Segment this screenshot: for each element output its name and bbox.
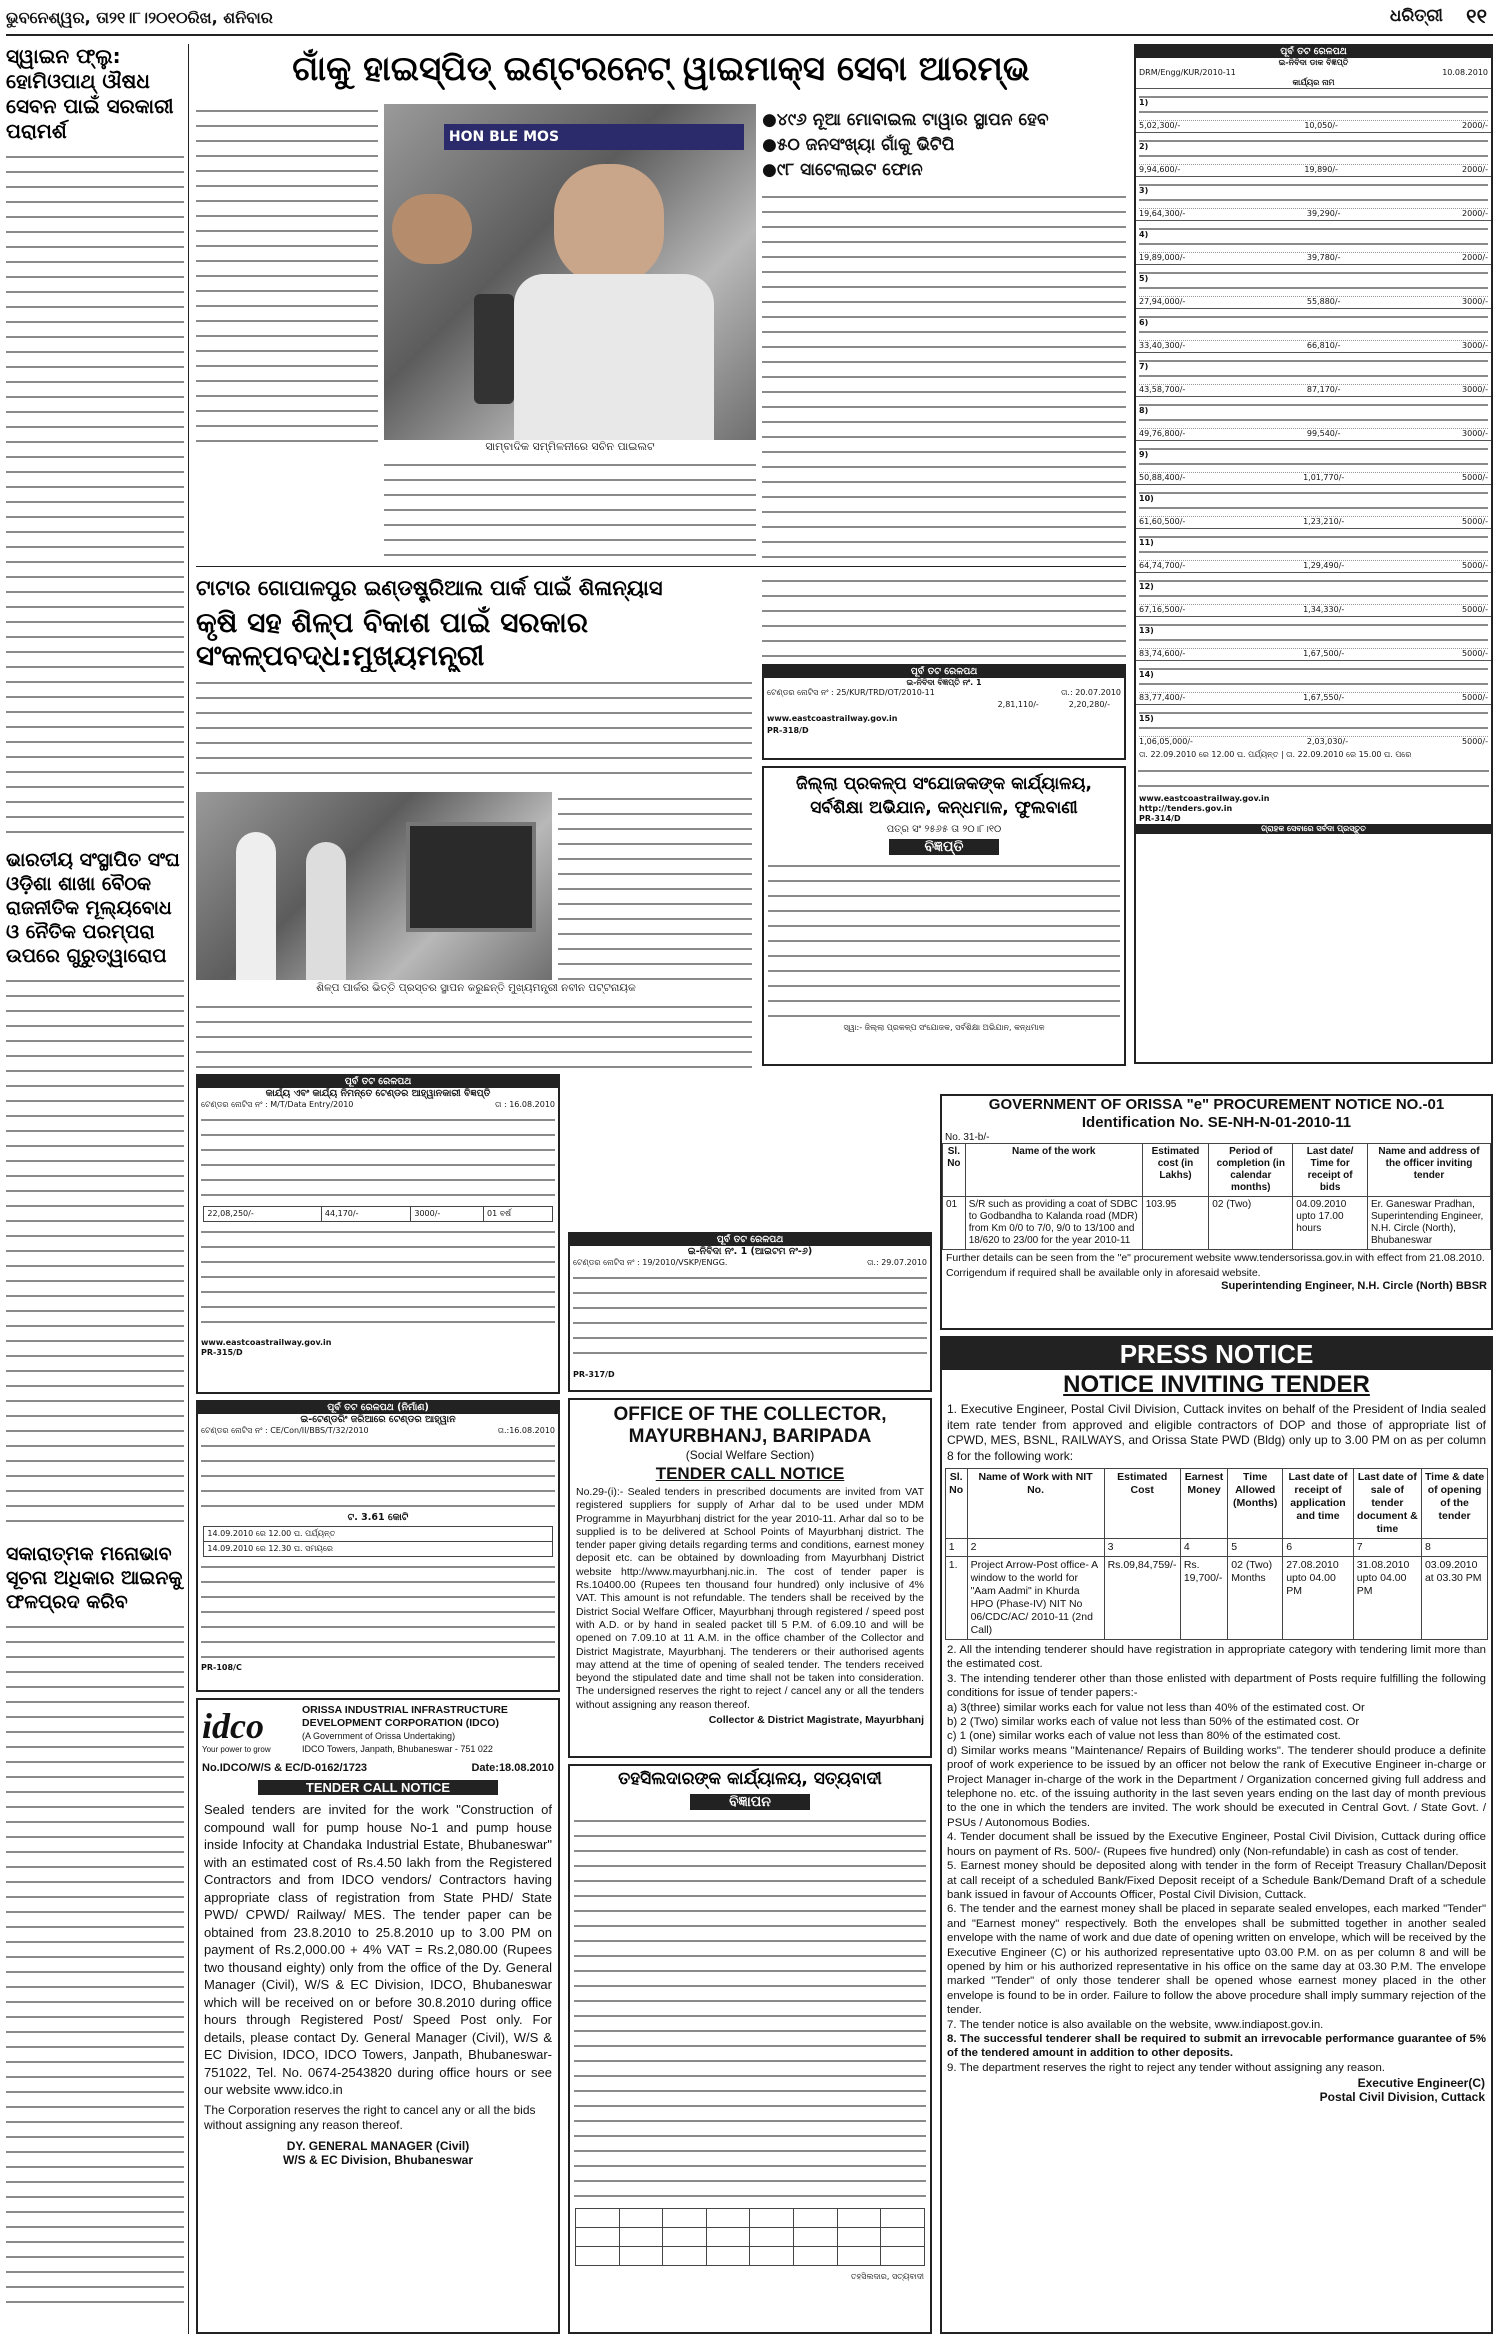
ecor-tender-row-desc [1139,486,1488,516]
press-col-8: Time & date of opening of the tender [1421,1469,1487,1539]
ecor-tender-row-fee: 2000/- [1462,209,1488,218]
ecor-tender-row-desc [1139,134,1488,164]
second-story-text-bottom [196,1000,752,1068]
ecor-tender-header: ପୂର୍ବ ତଟ ରେଳପଥ [1136,46,1491,58]
press-row-sale: 31.08.2010 upto 04.00 PM [1353,1557,1421,1640]
nh-row-work: S/R such as providing a coat of SDBC to Godbandha to Kalanda road (MDR) from Km 0/0 to 7/0, 9/0 to 13/100 and 18/620 to 23/00 for the year 2010-11 [965,1197,1142,1250]
ecor-mid-cost: 2,81,110/- [997,700,1039,709]
ecor-tender-row [1136,396,1491,440]
ecor-tender-row-emd: 87,170/- [1306,385,1341,394]
bullet-1: ●୪୯୬ ନୂଆ ମୋବାଇଲ ଟାୱାର ସ୍ଥାପନ ହେବ [762,110,1049,130]
collector-section: (Social Welfare Section) [685,1448,815,1462]
second-story-photo [196,792,552,980]
idco-footer: The Corporation reserves the right to cancel any or all the bids without assigning any reason thereof. [204,2102,536,2132]
ecor-mid-emd: 2,20,280/- [1068,700,1110,709]
press-pa: a) 3(three) similar works each for value not less than 40% of the estimated cost. Or [947,1701,1365,1714]
press-heading: NOTICE INVITING TENDER [1063,1371,1370,1398]
ecor-tender-row-fee: 5000/- [1462,605,1488,614]
ecor-tender-row-num: 9) [1139,450,1149,459]
district-notice-tag: ବିଜ୍ଞପ୍ତି [889,839,999,855]
ecor-tender-row-emd: 1,01,770/- [1303,473,1345,482]
ecor-tender-closing: ତା. 22.09.2010 ରେ 12.00 ଘ. ପର୍ଯ୍ୟନ୍ତ | ତା. 22.09.2010 ରେ 15.00 ଘ. ପରେ [1139,750,1412,759]
press-col-4: Earnest Money [1180,1469,1227,1539]
tahasil-sign: ତହସିଲଦାର, ସତ୍ୟବାଦୀ [850,2272,924,2281]
ecor-tender-row-fee: 5000/- [1462,737,1488,746]
idco-no: No.IDCO/W/S & EC/D-0162/1723 [202,1762,368,1774]
idco-addr1: (A Government of Orissa Undertaking) [302,1731,456,1741]
masthead-rule [6,34,1493,36]
press-p3: 3. The intending tenderer other than those enlisted with department of Posts require fulfilling the following conditions for issue of tender papers:- [947,1672,1486,1700]
press-num-3: 3 [1104,1539,1180,1557]
masthead [6,4,1493,34]
top-story-text-col1 [196,104,378,454]
ecor-mid2-pr: PR-317/D [573,1370,615,1379]
ecor-notice-construction [196,1400,560,1692]
ecor-tender-row-desc [1139,442,1488,472]
ecor-tender-web2[interactable]: http://tenders.gov.in [1139,804,1233,813]
ecor-notice-data-entry [196,1074,560,1394]
ecor-tender-row-num: 14) [1139,670,1154,679]
ecor-tender-row-emd: 2,03,030/- [1306,737,1349,746]
idco-tagline: Your power to grow [202,1744,271,1754]
idco-tender [196,1698,560,2334]
ecor-tender-row-fee: 3000/- [1462,429,1488,438]
ecor-tender-row-num: 7) [1139,362,1149,371]
ecor-mid2-date: ତା.: 29.07.2010 [867,1258,927,1267]
left-headline-1: ସ୍ୱାଇନ ଫ୍ଲୁ: ହୋମିଓପାଥ୍ ଔଷଧ ସେବନ ପାଇଁ ସରକାରୀ ପରାମର୍ଶ [6,44,174,143]
ecor-left2-fee: 3000/- [411,1207,484,1222]
press-num-2: 2 [967,1539,1104,1557]
ecor-tender-row-cost: 67,16,500/- [1139,605,1186,614]
ecor-tender-list [1134,44,1493,1064]
ecor-left3-cost: ଟ. 3.61 କୋଟି [347,1512,409,1523]
press-row-emd: Rs. 19,700/- [1180,1557,1227,1640]
column-rule [188,44,189,2334]
nh-sign: Superintending Engineer, N.H. Circle (North) BBSR [1221,1280,1487,1292]
ecor-tender-row-fee: 5000/- [1462,561,1488,570]
ecor-tender-row-cost: 1,06,05,000/- [1139,737,1193,746]
ecor-tender-row-num: 1) [1139,98,1149,107]
ecor-mid2-subhead: ଇ-ନିବିଦା ନଂ. 1 (ଆଇଟମ ନଂ-୬) [687,1246,813,1257]
ecor-tender-row [1136,484,1491,528]
ecor-mid-date: ତା.: 20.07.2010 [1061,688,1121,697]
second-story-text-side [558,792,752,980]
ecor-notice-mid [762,664,1126,760]
press-p6: 6. The tender and the earnest money shall be placed in separate sealed envelopes, each marked "Tender" and "Earnest money" respectively. Both the envelopes shall be submitted together in another sealed envelope with the name of work and due date of opening written on envelope, which will be received by the Executive Engineer (C) or his authorized representative upto 03.00 P.M. on as per column 8 and will be opened by him or his authorized representative in his office on the same day at 03.30 P.M. The envelope marked "Tender" of only those tenderer shall be opened whose earnest money placed in the other envelope is found to be in order. Failure to follow the above procedure shall imply summary rejection of the tender. [947,1903,1486,2017]
ecor-tender-row-num: 5) [1139,274,1149,283]
ecor-tender-row-num: 8) [1139,406,1149,415]
ecor-left2-period: 01 ବର୍ଷ [484,1207,553,1222]
ecor-mid2-notice: ଟେଣ୍ଡର ନୋଟିସ ନଂ : 19/2010/VSKP/ENGG. [573,1258,728,1267]
press-pd: d) Similar works means "Maintenance/ Repairs of Building works". The tenderer should produce a definite proof of work experience to be issued by an officer not below the rank of Executive Engineer in-charge or Project Manager in-charge of the work in the Department / Organization concerned giving full address and telephone no. etc. of the issuing authority in the last seven years ending on the last day of month previous to the one in which the tenders are invited. The work should be executed in Central Govt. / State Govt. / PSUs / Autonomous Bodies. [947,1744,1486,1829]
nh-row-cost: 103.95 [1142,1197,1209,1250]
press-col-6: Last date of receipt of application and time [1283,1469,1354,1539]
ecor-tender-row-fee: 2000/- [1462,253,1488,262]
press-p2: 2. All the intending tenderer should have registration in appropriate category with tendering limit more than the estimated cost. [947,1644,1486,1671]
ecor-tender-row-cost: 33,40,300/- [1139,341,1186,350]
top-story-text-col2 [762,190,1126,560]
press-num-1: 1 [945,1539,967,1557]
ecor-tender-row-cost: 64,74,700/- [1139,561,1186,570]
press-row-sl: 1. [945,1557,967,1640]
ecor-tender-row-emd: 1,23,210/- [1303,517,1345,526]
ecor-tender-row-desc [1139,574,1488,604]
press-pc: c) 1 (one) similar works each of value not less than 80% of the estimated cost. [947,1730,1341,1743]
press-table [945,1468,1489,1640]
ecor-tender-row-num: 12) [1139,582,1154,591]
ecor-tender-row-num: 13) [1139,626,1154,635]
ecor-tender-row-desc [1139,618,1488,648]
ecor-tender-row-desc [1139,222,1488,252]
left-article-2-text [6,974,184,1534]
ecor-tender-row-emd: 99,540/- [1306,429,1341,438]
top-story-photo: HON BLE MOS [384,104,756,440]
ecor-tender-subhead: ଇ-ନିବିଦା ଡାକ ବିଜ୍ଞପ୍ତି [1278,58,1349,67]
ecor-tender-row-num: 3) [1139,186,1149,195]
ecor-tender-row-cost: 9,94,600/- [1139,165,1181,174]
press-body [942,1642,1491,2076]
nh-row-officer: Er. Ganeswar Pradhan, Superintending Engineer, N.H. Circle (North), Bhubaneswar [1367,1197,1490,1250]
ecor-tender-row-fee: 2000/- [1462,121,1488,130]
ecor-tender-row-desc [1139,310,1488,340]
second-story-kicker: ଟାଟାର ଗୋପାଳପୁର ଇଣ୍ଡଷ୍ଟ୍ରିଆଲ ପାର୍କ ପାଇଁ ଶିଳାନ୍ୟାସ [196,576,663,600]
tahasil-tag: ବିଜ୍ଞାପନ [690,1794,810,1810]
nh-row-last: 04.09.2010 upto 17.00 hours [1293,1197,1368,1250]
nh-ref: No. 31-b/- [945,1132,990,1143]
ecor-left2-emd: 44,170/- [321,1207,410,1222]
press-p8: 8. The successful tenderer shall be required to submit an irrevocable performance guarantee of 5% of the tendered amount in addition to other deposits. [947,2032,1486,2060]
top-story-text-col2-cont [762,574,1126,660]
press-intro: 1. Executive Engineer, Postal Civil Division, Cuttack invites on behalf of the President of India sealed item rate tender from approved and eligible contractors of DOP and those of appropriate list of CPWD, MES, BSNL, RAILWAYS, and Orissa State PWD (Bldg) only up to 3.00 PM on as per column 8 for the following work: [947,1402,1486,1463]
ecor-tender-row-cost: 50,88,400/- [1139,473,1186,482]
ecor-tender-row-emd: 1,34,330/- [1303,605,1345,614]
ecor-tender-row-fee: 3000/- [1462,341,1488,350]
left-article-1-text [6,150,184,840]
nh-table [942,1143,1491,1250]
ecor-tender-row [1136,88,1491,132]
ecor-tender-row-cost: 19,89,000/- [1139,253,1186,262]
press-sign2: Postal Civil Division, Cuttack [1319,2090,1485,2105]
press-row-time: 02 (Two) Months [1228,1557,1283,1640]
tahasil-body [574,1814,926,2204]
press-p7: 7. The tender notice is also available on the website, www.indiapost.gov.in. [947,2018,1324,2031]
ecor-tender-row-fee: 2000/- [1462,165,1488,174]
ecor-mid2-body [573,1271,927,1367]
press-col-3: Estimated Cost [1104,1469,1180,1539]
ecor-mid-web[interactable]: www.eastcoastrailway.gov.in [767,714,898,723]
press-num-4: 4 [1180,1539,1227,1557]
ecor-tender-row-fee: 3000/- [1462,385,1488,394]
collector-body: No.29-(i):- Sealed tenders in prescribed documents are invited from VAT registered suppliers for supply of Arhar dal to be used under MDM Programme in Mayurbhanj district for the year 2010-11. Arhar dal so to be supplied is to be delivered at School Points of Mayurbhanj district. The tender paper giving details regarding terms and conditions, earnest money deposit etc. can be obtained by downloading from Mayurbhanj District website http://www.mayurbhanj.nic.in. The cost of tender paper is Rs.10400.00 (Rupees ten thousand four hundred) only inclusive of 4% VAT. This amount is not refundable. The tenders shall be received by the District Social Welfare Officer, Mayurbhanj through registered / speed post with A.D. or by hand in sealed packet till 5 P.M. of 6.09.10 and will be opened on 7.09.10 at 11 A.M. in the office chamber of the Collector and District Magistrate, Mayurbhanj. The tenderers or their authorised agents may attend at the time of opening of sealed tender. The tenders received beyond the stipulated date and time shall not be taken into consideration. The undersigned reserves the right to reject / cancel any or all the tenders without assigning any reason thereof. [576,1486,924,1711]
orissa-nh-notice [940,1094,1493,1330]
ecor-tender-row-desc [1139,706,1488,736]
idco-logo: idco [202,1705,264,1746]
press-p9: 9. The department reserves the right to reject any tender without assigning any reason. [947,2061,1385,2074]
ecor-tender-row-num: 15) [1139,714,1154,723]
press-num-5: 5 [1228,1539,1283,1557]
bullet-3: ●୯୮ ସାଟେଲାଇଟ ଫୋନ [762,160,923,180]
dateline: ଭୁବନେଶ୍ୱର, ତା୨୧।୮।୨୦୧୦ରିଖ, ଶନିବାର [6,8,273,27]
nh-col-5: Last date/ Time for receipt of bids [1293,1144,1368,1197]
ecor-tender-row-fee: 5000/- [1462,649,1488,658]
ecor-tender-row-fee: 5000/- [1462,693,1488,702]
press-title: PRESS NOTICE [942,1338,1491,1370]
ecor-left2-subhead: କାର୍ଯ୍ୟ ଏବଂ କାର୍ଯ୍ୟ ନିମନ୍ତେ ଟେଣ୍ଡର ଆହ୍ୱାନକାରୀ ବିଜ୍ଞପ୍ତି [265,1088,491,1099]
paper-name: ଧରିତ୍ରୀ [1389,6,1443,26]
ecor-mid-subhead: ଇ-ନିବିଦା ବିଜ୍ଞପ୍ତି ନଂ. 1 [906,678,982,687]
ecor-tender-row-fee: 3000/- [1462,297,1488,306]
idco-heading: TENDER CALL NOTICE [258,1780,498,1795]
ecor-left3-terms [201,1560,555,1660]
press-sign1: Executive Engineer(C) [1357,2076,1485,2091]
second-story-caption: ଶିଳ୍ପ ପାର୍କର ଭିତ୍ତି ପ୍ରସ୍ତର ସ୍ଥାପନ କରୁଛନ୍ତି ମୁଖ୍ୟମନ୍ତ୍ରୀ ନବୀନ ପଟ୍ଟନାୟକ [316,982,636,994]
ecor-left3-header: ପୂର୍ବ ତଟ ରେଳପଥ (ନିର୍ମାଣ) [198,1402,558,1414]
ecor-tender-row-emd: 66,810/- [1306,341,1341,350]
nh-col-3: Estimated cost (in Lakhs) [1142,1144,1209,1197]
tahasildar-notice [568,1764,932,2334]
left-column [6,44,184,2334]
idco-addr2: IDCO Towers, Janpath, Bhubaneswar - 751 022 [302,1744,493,1754]
ecor-left2-header: ପୂର୍ବ ତଟ ରେଳପଥ [198,1076,558,1088]
collector-title1: OFFICE OF THE COLLECTOR, [613,1404,887,1425]
collector-notice [568,1398,932,1758]
ecor-tender-row-cost: 19,64,300/- [1139,209,1186,218]
press-p4: 4. Tender document shall be issued by the Executive Engineer, Postal Civil Division, Cuttack during office hours on payment of Rs. 500/- (Rupees five hundred) only (Non-refundable) in cash as cost of tender. [947,1831,1486,1858]
ecor-tender-row [1136,616,1491,660]
top-story-caption: ସାମ୍ବାଦିକ ସମ୍ମିଳନୀରେ ସଚିନ ପାଇଲଟ [485,440,655,453]
ecor-tender-row [1136,572,1491,616]
idco-sign1: DY. GENERAL MANAGER (Civil) [286,2138,470,2153]
ecor-tender-row-emd: 1,67,550/- [1303,693,1345,702]
tahasil-title: ତହସିଲଦାରଙ୍କ କାର୍ଯ୍ୟାଳୟ, ସତ୍ୟବାଦୀ [618,1769,882,1789]
ecor-mid2-header: ପୂର୍ବ ତଟ ରେଳପଥ [570,1234,930,1246]
left-headline-3: ସକାରାତ୍ମକ ମନୋଭାବ ସୂଚନା ଅଧିକାର ଆଇନକୁ ଫଳପ୍ରଦ କରିବ [6,1543,183,1613]
ecor-tender-row-desc [1139,90,1488,120]
left-article-3-text [6,1620,184,2310]
idco-org2: DEVELOPMENT CORPORATION (IDCO) [302,1717,499,1729]
tahasil-table [575,2208,924,2266]
press-row-app: 27.08.2010 upto 04.00 PM [1283,1557,1354,1640]
idco-date: Date:18.08.2010 [471,1762,554,1774]
nh-row-period: 02 (Two) [1209,1197,1293,1250]
ecor-tender-row-emd: 55,880/- [1306,297,1341,306]
nh-col-4: Period of completion (in calendar months) [1209,1144,1293,1197]
ecor-tender-row-desc [1139,354,1488,384]
nh-title1: GOVERNMENT OF ORISSA "e" PROCUREMENT NOTICE NO.-01 [988,1096,1445,1113]
ecor-tender-row-cost: 83,74,600/- [1139,649,1186,658]
bullet-2: ●୫୦ ଜନସଂଖ୍ୟା ଗାଁକୁ ଭିଟିପି [762,135,955,155]
ecor-tender-footer: ଗ୍ରାହକ ସେବାରେ ସର୍ବଦା ପ୍ରସ୍ତୁତ [1136,824,1491,834]
nh-row-sl: 01 [943,1197,966,1250]
district-notice-sign: ସ୍ୱା:- ଜିଲ୍ଲା ପ୍ରକଳ୍ପ ସଂଯୋଜକ, ସର୍ବଶିକ୍ଷା ଅଭିଯାନ, କନ୍ଧମାଳ [843,1023,1045,1032]
ecor-left2-body [201,1113,555,1203]
ecor-tender-row-cost: 49,76,800/- [1139,429,1186,438]
collector-title2: MAYURBHANJ, BARIPADA [628,1426,872,1447]
idco-org1: ORISSA INDUSTRIAL INFRASTRUCTURE [302,1704,508,1716]
left-headline-2: ଭାରତୀୟ ସଂସ୍ଥାପିତ ସଂଘ ଓଡ଼ିଶା ଶାଖା ବୈଠକ ରାଜନୀତିକ ମୂଲ୍ୟବୋଧ ଓ ନୈତିକ ପରମ୍ପରା ଉପରେ ଗୁରୁତ୍ୱାରୋପ [6,849,180,967]
press-num-7: 7 [1353,1539,1421,1557]
ecor-tender-row-fee: 5000/- [1462,517,1488,526]
collector-heading: TENDER CALL NOTICE [655,1464,845,1483]
ecor-left2-table [203,1206,552,1222]
nh-note2: Further details can be seen from the "e" procurement website www.tendersorissa.gov.in with effect from 21.08.2010. [946,1252,1485,1264]
ecor-left3-d1: 14.09.2010 ରେ 12.00 ଘ. ପର୍ଯ୍ୟନ୍ତ [204,1527,552,1542]
top-story-text-col3 [384,458,756,560]
ecor-left3-body [201,1439,555,1509]
ecor-tender-row-emd: 39,780/- [1306,253,1341,262]
ecor-tender-row-num: 4) [1139,230,1149,239]
ecor-tender-notes [1138,764,1489,792]
ecor-left3-date: ତା.:16.08.2010 [497,1426,555,1435]
ecor-tender-row-cost: 43,58,700/- [1139,385,1186,394]
ecor-notice-vskp [568,1232,932,1392]
ecor-mid-header: ପୂର୍ବ ତଟ ରେଳପଥ [764,666,1124,678]
top-story-headline: ଗାଁକୁ ହାଇସ୍ପିଡ୍ ଇଣ୍ଟରନେଟ୍ ୱାଇମାକ୍ସ ସେବା ଆରମ୍ଭ [292,49,1030,89]
nh-col-1: Sl. No [943,1144,966,1197]
ecor-tender-notice: DRM/Engg/KUR/2010-11 [1139,68,1236,77]
idco-sign2: W/S & EC Division, Bhubaneswar [282,2152,474,2167]
ecor-tender-row-desc [1139,662,1488,692]
press-row-work: Project Arrow-Post office- A window to the world for "Aam Aadmi" in Khurda HPO (Phase-IV) NIT No 06/CDC/AC/ 2010-11 (2nd Call) [967,1557,1104,1640]
ecor-left2-cost: 22,08,250/- [204,1207,322,1222]
district-notice [762,766,1126,1066]
ecor-left3-pr: PR-108/C [201,1663,242,1672]
second-story-headline: କୃଷି ସହ ଶିଳ୍ପ ବିକାଶ ପାଇଁ ସରକାର ସଂକଳ୍ପବଦ୍ଧ:ମୁଖ୍ୟମନ୍ତ୍ରୀ [196,606,589,672]
ecor-tender-row-emd: 10,050/- [1304,121,1338,130]
page-number: ୧୧ [1466,4,1487,28]
ecor-tender-row [1136,132,1491,176]
ecor-tender-row [1136,440,1491,484]
ecor-tender-row [1136,308,1491,352]
ecor-tender-rows [1136,88,1491,748]
ecor-tender-pr: PR-314/D [1139,814,1181,823]
ecor-tender-row-cost: 27,94,000/- [1139,297,1186,306]
ecor-tender-row-desc [1139,178,1488,208]
district-notice-body [768,859,1120,1019]
ecor-left2-pr: PR-315/D [201,1348,243,1357]
story-rule [196,566,1126,567]
ecor-tender-row-cost: 5,02,300/- [1139,121,1181,130]
ecor-mid-pr: PR-318/D [767,726,809,735]
ecor-tender-row-num: 6) [1139,318,1149,327]
second-story-text-top [196,676,752,786]
top-story-bullets [762,108,1126,184]
press-p5: 5. Earnest money should be deposited along with tender in the form of Receipt Treasury Challan/Deposit at call receipt of a scheduled Bank/Fixed Deposit receipt of a Schedule Bank/Demand Draft of a schedule bank issued in favour of Accounts Officer, Postal Civil Division, Cuttack. [947,1860,1486,1901]
ecor-tender-row-cost: 61,60,500/- [1139,517,1186,526]
ecor-tender-row [1136,220,1491,264]
ecor-tender-row-emd: 1,67,500/- [1303,649,1345,658]
press-num-6: 6 [1283,1539,1354,1557]
ecor-tender-row [1136,264,1491,308]
nh-col-6: Name and address of the officer inviting tender [1367,1144,1490,1197]
ecor-tender-date: 10.08.2010 [1442,68,1488,77]
press-notice [940,1336,1493,2334]
ecor-left2-notice: ଟେଣ୍ଡର ନୋଟିସ ନଂ : M/T/Data Entry/2010 [201,1100,354,1109]
ecor-tender-row-emd: 1,29,490/- [1303,561,1345,570]
ecor-tender-row-cost: 83,77,400/- [1139,693,1186,702]
ecor-tender-row-fee: 5000/- [1462,473,1488,482]
ecor-tender-web[interactable]: www.eastcoastrailway.gov.in [1139,794,1270,803]
ecor-tender-row [1136,352,1491,396]
ecor-left2-terms [201,1225,555,1335]
nh-title2: Identification No. SE-NH-N-01-2010-11 [1081,1114,1352,1131]
ecor-tender-row-emd: 19,890/- [1304,165,1338,174]
ecor-left3-notice: ଟେଣ୍ଡର ନୋଟିସ ନଂ : CE/Con/II/BBS/T/32/2010 [201,1426,369,1435]
ecor-tender-row-desc [1139,266,1488,296]
ecor-tender-row [1136,176,1491,220]
press-col-5: Time Allowed (Months) [1228,1469,1283,1539]
ecor-tender-row [1136,704,1491,748]
ecor-left3-subhead: ଇ-ଟେଣ୍ଡରିଂ ଜରିଆରେ ଟେଣ୍ଡର ଆହ୍ୱାନ [300,1414,456,1425]
ecor-left3-dates [203,1526,552,1557]
ecor-tender-row-desc [1139,398,1488,428]
ecor-mid-notice-no: ଟେଣ୍ଡର ନୋଟିସ ନଂ : 25/KUR/TRD/OT/2010-11 [767,688,935,697]
district-notice-no: ପତ୍ର ସଂ ୨୫୬୫ ତା ୨୦।୮।୧୦ [886,824,1002,835]
ecor-tender-row [1136,660,1491,704]
district-notice-title: ଜିଲ୍ଲା ପ୍ରକଳ୍ପ ସଂଯୋଜକଙ୍କ କାର୍ଯ୍ୟାଳୟ, ସର୍ବଶିକ୍ଷା ଅଭିଯାନ, କନ୍ଧମାଳ, ଫୁଲବାଣୀ [796,774,1092,818]
press-row-open: 03.09.2010 at 03.30 PM [1421,1557,1487,1640]
collector-sign: Collector & District Magistrate, Mayurbhanj [708,1714,924,1727]
ecor-tender-row-num: 2) [1139,142,1149,151]
ecor-tender-row-desc [1139,530,1488,560]
idco-body: Sealed tenders are invited for the work "Construction of compound wall for pump house No-1 and pump house inside Infocity at Chandaka Industrial Estate, Bhubaneswar" with an estimated cost of Rs.4.50 lakh from the Registered Contractors and from IDCO vendors/ Contractors having appropriate class of registration from State PHD/ State PWD/ CPWD/ Railway/ MES. The tender paper can be obtained from 23.8.2010 to 25.8.2010 up to 3.00 PM on payment of Rs.2,000.00 + 4% VAT = Rs.2,080.00 (Rupees two thousand eighty) only from the office of the Dy. General Manager (Civil), W/S & EC Division, IDCO, Bhubaneswar which will be received on or before 30.8.2010 during office hours through Registered Post/ Speed Post only. For details, please contact Dy. General Manager (Civil), W/S & EC Division, IDCO, IDCO Towers, Janpath, Bhubaneswar-751022, Tel. No. 0674-2543820 during office hours or see our website www.idco.in [204,1802,552,2097]
press-num-8: 8 [1421,1539,1487,1557]
ecor-left3-d2: 14.09.2010 ରେ 12.30 ଘ. ସମୟରେ [204,1542,552,1557]
ecor-tender-row-num: 10) [1139,494,1154,503]
press-row-cost: Rs.09,84,759/- [1104,1557,1180,1640]
press-col-1: Sl. No [945,1469,967,1539]
nh-col-2: Name of the work [965,1144,1142,1197]
press-pb: b) 2 (Two) similar works each of value not less than 50% of the estimated cost. Or [947,1716,1360,1729]
press-col-7: Last date of sale of tender document & time [1353,1469,1421,1539]
ecor-tender-row-num: 11) [1139,538,1154,547]
ecor-left2-web[interactable]: www.eastcoastrailway.gov.in [201,1338,332,1347]
nh-note3: Corrigendum if required shall be available only in aforesaid website. [946,1267,1261,1279]
ecor-tender-row-emd: 39,290/- [1306,209,1341,218]
press-col-2: Name of Work with NIT No. [967,1469,1104,1539]
ecor-tender-row [1136,528,1491,572]
ecor-left2-date: ତା : 16.08.2010 [495,1100,555,1109]
ecor-tender-col-head: କାର୍ଯ୍ୟର ନାମ [1292,78,1335,87]
